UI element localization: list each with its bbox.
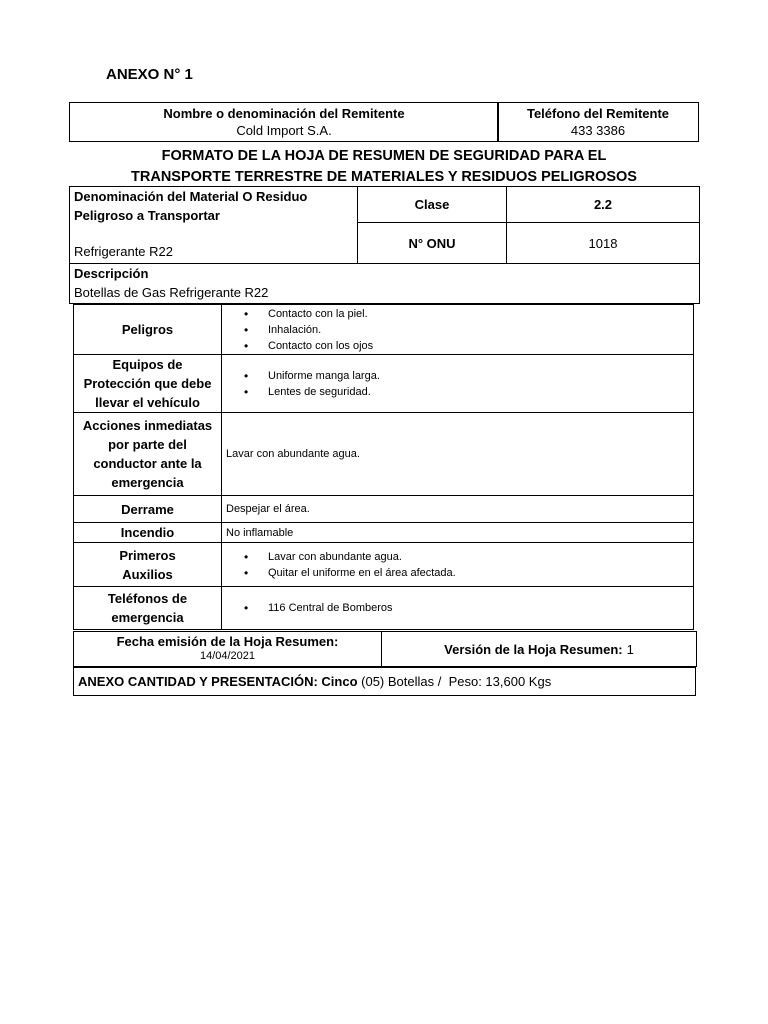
equipos-label-line: Equipos de bbox=[112, 357, 183, 372]
remitente-phone-label: Teléfono del Remitente bbox=[526, 106, 670, 121]
derrame-label-cell bbox=[73, 495, 222, 523]
material-label-line2: Peligroso a Transportar bbox=[74, 208, 220, 223]
acciones-label-cell bbox=[73, 412, 222, 496]
derrame-value: Despejar el área. bbox=[226, 503, 310, 515]
telefonos-label-cell bbox=[73, 586, 222, 630]
peligros-list bbox=[222, 306, 693, 354]
peligros-item: • Contacto con los ojos bbox=[222, 338, 693, 354]
primeros-item: • Quitar el uniforme en el área afectada. bbox=[222, 565, 693, 581]
fecha-value: 14/04/2021 bbox=[199, 650, 256, 662]
onu-label-cell bbox=[357, 222, 507, 264]
primeros-label-line: Primeros bbox=[119, 547, 176, 563]
clase-label: Clase bbox=[414, 197, 450, 212]
descripcion-cell bbox=[69, 263, 700, 304]
telefonos-item: • 116 Central de Bomberos bbox=[222, 600, 693, 616]
form-title-line1: FORMATO DE LA HOJA DE RESUMEN DE SEGURIDAD PARA EL bbox=[161, 148, 607, 164]
primeros-label-cell bbox=[73, 542, 222, 587]
fecha-label: Fecha emisión de la Hoja Resumen: bbox=[116, 634, 339, 649]
telefonos-list bbox=[222, 600, 693, 616]
incendio-label-cell bbox=[73, 522, 222, 543]
acciones-label-line: conductor ante la bbox=[93, 456, 202, 471]
telefonos-value-cell bbox=[221, 586, 694, 630]
form-title-line2: TRANSPORTE TERRESTRE DE MATERIALES Y RESIDUOS PELIGROSOS bbox=[131, 169, 637, 185]
clase-label-cell bbox=[357, 186, 507, 223]
material-label-line1: Denominación del Material O Residuo bbox=[74, 189, 308, 204]
equipos-label-line: llevar el vehículo bbox=[95, 395, 200, 410]
derrame-value-cell bbox=[221, 495, 694, 523]
primeros-item: • Lavar con abundante agua. bbox=[222, 549, 693, 565]
clase-value-cell bbox=[506, 186, 700, 223]
equipos-item: • Uniforme manga larga. bbox=[222, 368, 693, 384]
peligros-value-cell bbox=[221, 304, 694, 355]
peligros-label: Peligros bbox=[121, 322, 174, 337]
acciones-label-line: por parte del bbox=[108, 437, 187, 452]
clase-value: 2.2 bbox=[593, 197, 613, 212]
equipos-value-cell bbox=[221, 354, 694, 413]
remitente-name-cell bbox=[69, 102, 499, 142]
equipos-label-line: Protección que debe bbox=[83, 376, 212, 391]
material-cell bbox=[69, 186, 358, 264]
remitente-name-value: Cold Import S.A. bbox=[236, 123, 332, 138]
anexo-title: ANEXO N° 1 bbox=[106, 66, 193, 83]
version-label: Versión de la Hoja Resumen: bbox=[444, 641, 623, 657]
incendio-label: Incendio bbox=[120, 525, 175, 540]
version-cell bbox=[381, 631, 697, 667]
telefonos-label-line: Teléfonos de bbox=[107, 591, 188, 606]
primeros-list bbox=[222, 549, 693, 581]
acciones-label-line: emergencia bbox=[111, 475, 184, 490]
descripcion-value: Botellas de Gas Refrigerante R22 bbox=[74, 285, 269, 300]
form-title bbox=[69, 146, 699, 188]
onu-value: 1018 bbox=[588, 235, 618, 251]
acciones-value: Lavar con abundante agua. bbox=[226, 448, 360, 460]
material-label bbox=[70, 187, 357, 225]
incendio-value-cell bbox=[221, 522, 694, 543]
material-value: Refrigerante R22 bbox=[74, 244, 173, 259]
peligros-item: • Inhalación. bbox=[222, 322, 693, 338]
equipos-label-cell bbox=[73, 354, 222, 413]
equipos-list bbox=[222, 368, 693, 400]
derrame-label: Derrame bbox=[121, 501, 174, 517]
anexo-cantidad-cell bbox=[73, 667, 696, 696]
acciones-label-line: Acciones inmediatas bbox=[82, 418, 213, 433]
equipos-item: • Lentes de seguridad. bbox=[222, 384, 693, 400]
onu-value-cell bbox=[506, 222, 700, 264]
anexo-cantidad-label: ANEXO CANTIDAD Y PRESENTACIÓN: Cinco bbox=[78, 674, 358, 689]
fecha-cell bbox=[73, 631, 382, 667]
version-value: 1 bbox=[626, 641, 634, 657]
anexo-cantidad-value: (05) Botellas / Peso: 13,600 Kgs bbox=[357, 674, 552, 689]
descripcion-label: Descripción bbox=[74, 266, 149, 281]
remitente-name-label: Nombre o denominación del Remitente bbox=[163, 106, 405, 121]
onu-label: N° ONU bbox=[408, 235, 456, 251]
peligros-label-cell bbox=[73, 304, 222, 355]
remitente-phone-value: 433 3386 bbox=[570, 123, 626, 138]
acciones-value-cell bbox=[221, 412, 694, 496]
primeros-value-cell bbox=[221, 542, 694, 587]
telefonos-label-line: emergencia bbox=[111, 610, 184, 625]
peligros-item: • Contacto con la piel. bbox=[222, 306, 693, 322]
incendio-value: No inflamable bbox=[226, 526, 294, 539]
primeros-label-line: Auxilios bbox=[122, 566, 173, 582]
remitente-phone-cell bbox=[497, 102, 699, 142]
